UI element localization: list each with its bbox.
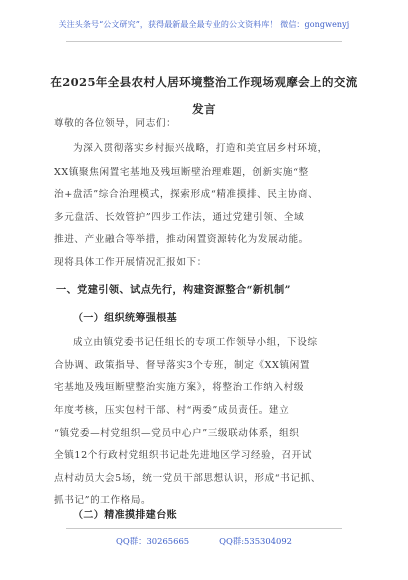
subsection-heading: （二）精准摸排建台账 xyxy=(73,510,177,521)
title-line-1: 在2025年全县农村人居环境整治工作现场观摩会上的交流 xyxy=(50,75,358,89)
qq-group-1[interactable]: QQ群：30265665 xyxy=(116,536,190,546)
title-line-2: 发言 xyxy=(192,102,216,116)
intro-line: 现将具体工作开展情况汇报如下： xyxy=(54,257,207,268)
body-line: 成立由镇党委书记任组长的专项工作领导小组，下设综 xyxy=(73,337,318,348)
subsection-heading: （一）组织统筹强根基 xyxy=(73,313,177,324)
body-line: 宅基地及残垣断壁整治实施方案》，将整治工作纳入村级 xyxy=(54,382,305,393)
body-line: 年度考核，压实包村干部、村“两委”成员责任。建立 xyxy=(54,405,290,416)
intro-line: XX镇聚焦闲置宅基地及残垣断壁治理难题，创新实施“整 xyxy=(54,167,309,178)
body-line: 抓书记”的工作格局。 xyxy=(54,495,152,506)
body-line: 合协调、政策指导、督导落实3个专班，制定《XX镇闲置 xyxy=(54,360,311,371)
intro-line: 推进、产业融合等举措，推动闲置资源转化为发展动能。 xyxy=(54,234,309,245)
footer-banner xyxy=(0,535,408,547)
intro-line: 多元盘活、长效管护”四步工作法，通过党建引领、全域 xyxy=(54,212,305,223)
header-divider xyxy=(66,41,342,42)
qq-group-2[interactable]: QQ群:535304092 xyxy=(219,536,292,546)
body-line: 点村动员大会5场，统一党员干部思想认识，形成“书记抓、 xyxy=(54,473,322,484)
body-line: “镇党委—村党组织—党员中心户”三级联动体系，组织 xyxy=(54,428,300,439)
salutation: 尊敬的各位领导，同志们： xyxy=(54,118,177,129)
body-line: 全镇12个行政村党组织书记赴先进地区学习经验，召开试 xyxy=(54,450,313,461)
document-title xyxy=(40,69,368,123)
intro-line: 治+盘活”综合治理模式，探索形成“精准摸排、民主协商、 xyxy=(54,189,319,200)
intro-line: 为深入贯彻落实乡村振兴战略，打造和美宜居乡村环境， xyxy=(73,143,328,154)
footer-divider xyxy=(66,528,342,529)
header-banner[interactable]: 关注头条号“公文研究”，获得最新最全最专业的公文资料库！ 微信：gongwenyj xyxy=(58,20,350,29)
section-heading: 一、党建引领、试点先行，构建资源整合“新机制” xyxy=(56,284,291,296)
